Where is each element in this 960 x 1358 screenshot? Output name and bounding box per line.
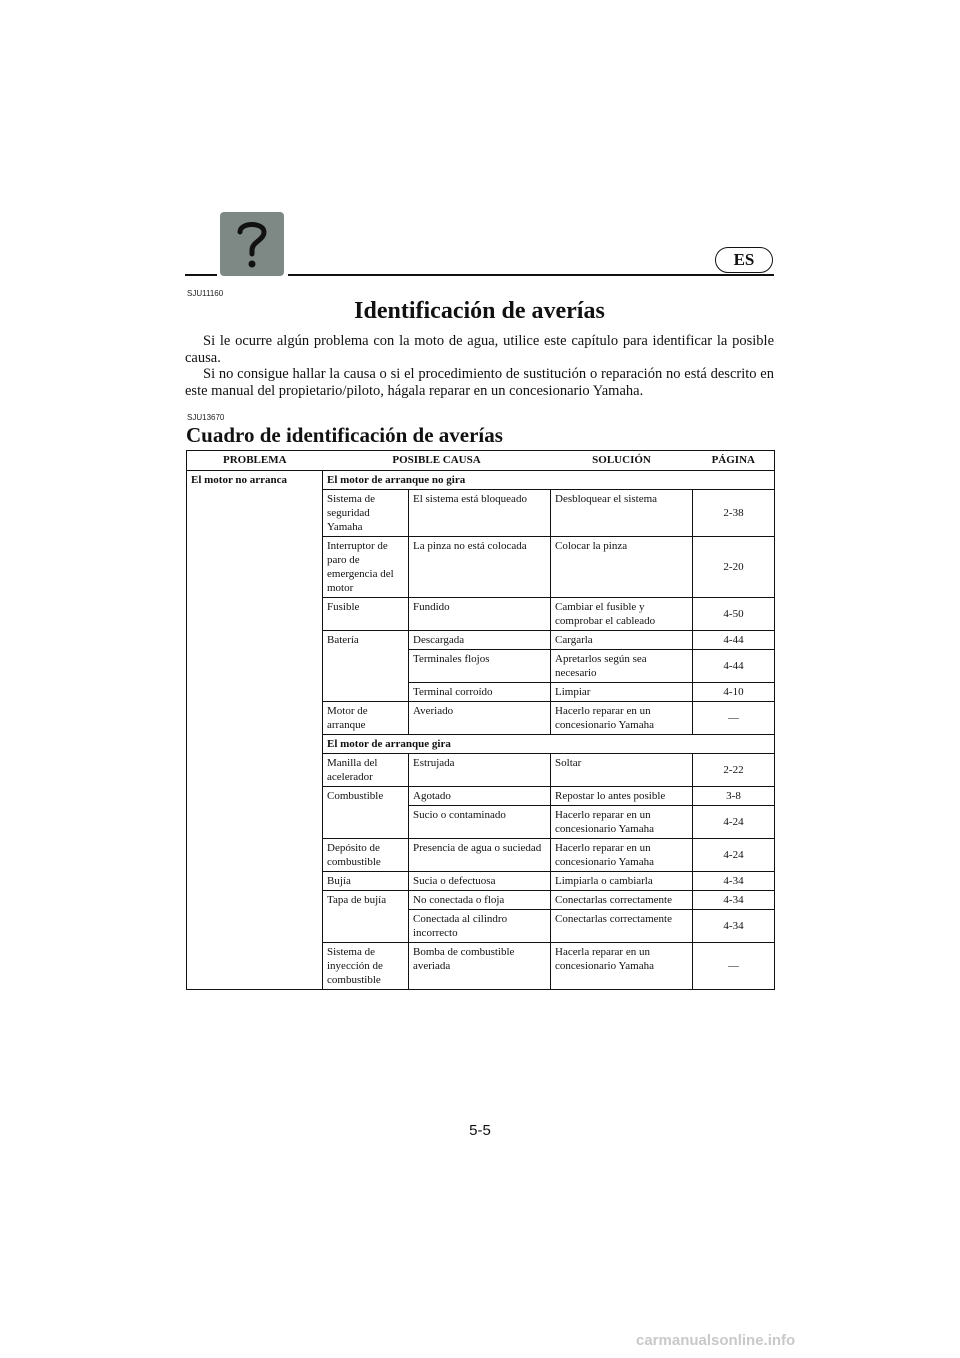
page-cell: 3-8 <box>693 787 775 806</box>
solution-cell: Limpiar <box>551 683 693 702</box>
page-cell: 2-20 <box>693 537 775 598</box>
solution-cell: Hacerla reparar en un concesionario Yamaha <box>551 943 693 990</box>
page-cell: 4-34 <box>693 891 775 910</box>
cause-detail: La pinza no está colocada <box>409 537 551 598</box>
table-header-row <box>187 451 775 471</box>
cause-component: Bujía <box>327 875 351 887</box>
page-cell: 4-34 <box>693 872 775 891</box>
group-label-1: El motor de arranque no gira <box>327 474 466 486</box>
cause-detail: Estrujada <box>409 754 551 787</box>
group-row-1 <box>187 471 775 490</box>
language-badge: ES <box>715 247 773 273</box>
page-cell: 4-24 <box>693 839 775 872</box>
cause-detail: Sucia o defectuosa <box>409 872 551 891</box>
header-solution: SOLUCIÓN <box>592 454 651 466</box>
header-cause: POSIBLE CAUSA <box>392 454 481 466</box>
group-label-2: El motor de arranque gira <box>327 738 451 750</box>
solution-cell: Repostar lo antes posible <box>551 787 693 806</box>
cause-component: Batería <box>323 631 409 702</box>
cause-detail: Fundido <box>409 598 551 631</box>
cause-component: Sistema de inyección de combustible <box>327 946 383 986</box>
solution-cell: Limpiarla o cambiarla <box>551 872 693 891</box>
solution-cell: Hacerlo reparar en un concesionario Yamaha <box>551 702 693 735</box>
cause-component: Depósito de combustible <box>327 842 381 868</box>
page-cell: 2-22 <box>693 754 775 787</box>
cause-component: Sistema de seguridad Yamaha <box>327 493 375 533</box>
header-page: PÁGINA <box>711 454 755 466</box>
page-cell: 4-50 <box>693 598 775 631</box>
solution-cell: Cargarla <box>551 631 693 650</box>
solution-cell: Hacerlo reparar en un concesionario Yamaha <box>551 806 693 839</box>
cause-detail: Bomba de combustible averiada <box>409 943 551 990</box>
solution-cell: Apretarlos según sea necesario <box>551 650 693 683</box>
page-cell: 4-34 <box>693 910 775 943</box>
cause-detail: Averiado <box>409 702 551 735</box>
header-rule-left <box>185 274 217 276</box>
table-code: SJU13670 <box>187 413 225 422</box>
page-title: Identificación de averías <box>354 298 605 324</box>
page-number: 5-5 <box>469 1122 491 1139</box>
cause-component: Interruptor de paro de emergencia del motor <box>327 540 394 594</box>
page-cell: 4-10 <box>693 683 775 702</box>
cause-detail: Agotado <box>409 787 551 806</box>
header-rule-right <box>288 274 774 276</box>
cause-detail: Terminales flojos <box>409 650 551 683</box>
cause-detail: El sistema está bloqueado <box>409 490 551 537</box>
page-cell: — <box>693 702 775 735</box>
page-cell: 4-44 <box>693 631 775 650</box>
table-title: Cuadro de identificación de averías <box>186 423 503 447</box>
cause-detail: Presencia de agua o suciedad <box>409 839 551 872</box>
watermark: carmanualsonline.info <box>636 1332 796 1349</box>
intro-paragraph-1: Si le ocurre algún problema con la moto de agua, utilice este capítulo para identificar la posible causa. <box>185 333 774 366</box>
problem-cell: El motor no arranca <box>187 471 323 990</box>
intro-paragraph-2: Si no consigue hallar la causa o si el procedimiento de sustitución o reparación no está descrito en este manual del propietario/piloto, hágala reparar en un concesionario Yamaha. <box>185 366 774 399</box>
cause-component: Fusible <box>327 601 360 613</box>
solution-cell: Conectarlas correctamente <box>551 910 693 943</box>
cause-component: Tapa de bujía <box>323 891 409 943</box>
solution-cell: Colocar la pinza <box>551 537 693 598</box>
solution-cell: Hacerlo reparar en un concesionario Yamaha <box>551 839 693 872</box>
page-cell: — <box>693 943 775 990</box>
cause-component: Motor de arranque <box>327 705 368 731</box>
page-cell: 4-44 <box>693 650 775 683</box>
cause-detail: No conectada o floja <box>409 891 551 910</box>
cause-detail: Descargada <box>409 631 551 650</box>
question-mark-icon <box>220 212 284 276</box>
header-problem: PROBLEMA <box>222 454 287 466</box>
solution-cell: Desbloquear el sistema <box>551 490 693 537</box>
cause-component: Combustible <box>323 787 409 839</box>
cause-detail: Terminal corroído <box>409 683 551 702</box>
solution-cell: Conectarlas correctamente <box>551 891 693 910</box>
page-cell: 4-24 <box>693 806 775 839</box>
cause-detail: Conectada al cilindro incorrecto <box>409 910 551 943</box>
section-code: SJU11160 <box>187 289 224 298</box>
troubleshooting-table <box>186 450 775 990</box>
solution-cell: Cambiar el fusible y comprobar el cableado <box>551 598 693 631</box>
solution-cell: Soltar <box>551 754 693 787</box>
cause-detail: Sucio o contaminado <box>409 806 551 839</box>
page-cell: 2-38 <box>693 490 775 537</box>
cause-component: Manilla del acelerador <box>327 757 378 783</box>
